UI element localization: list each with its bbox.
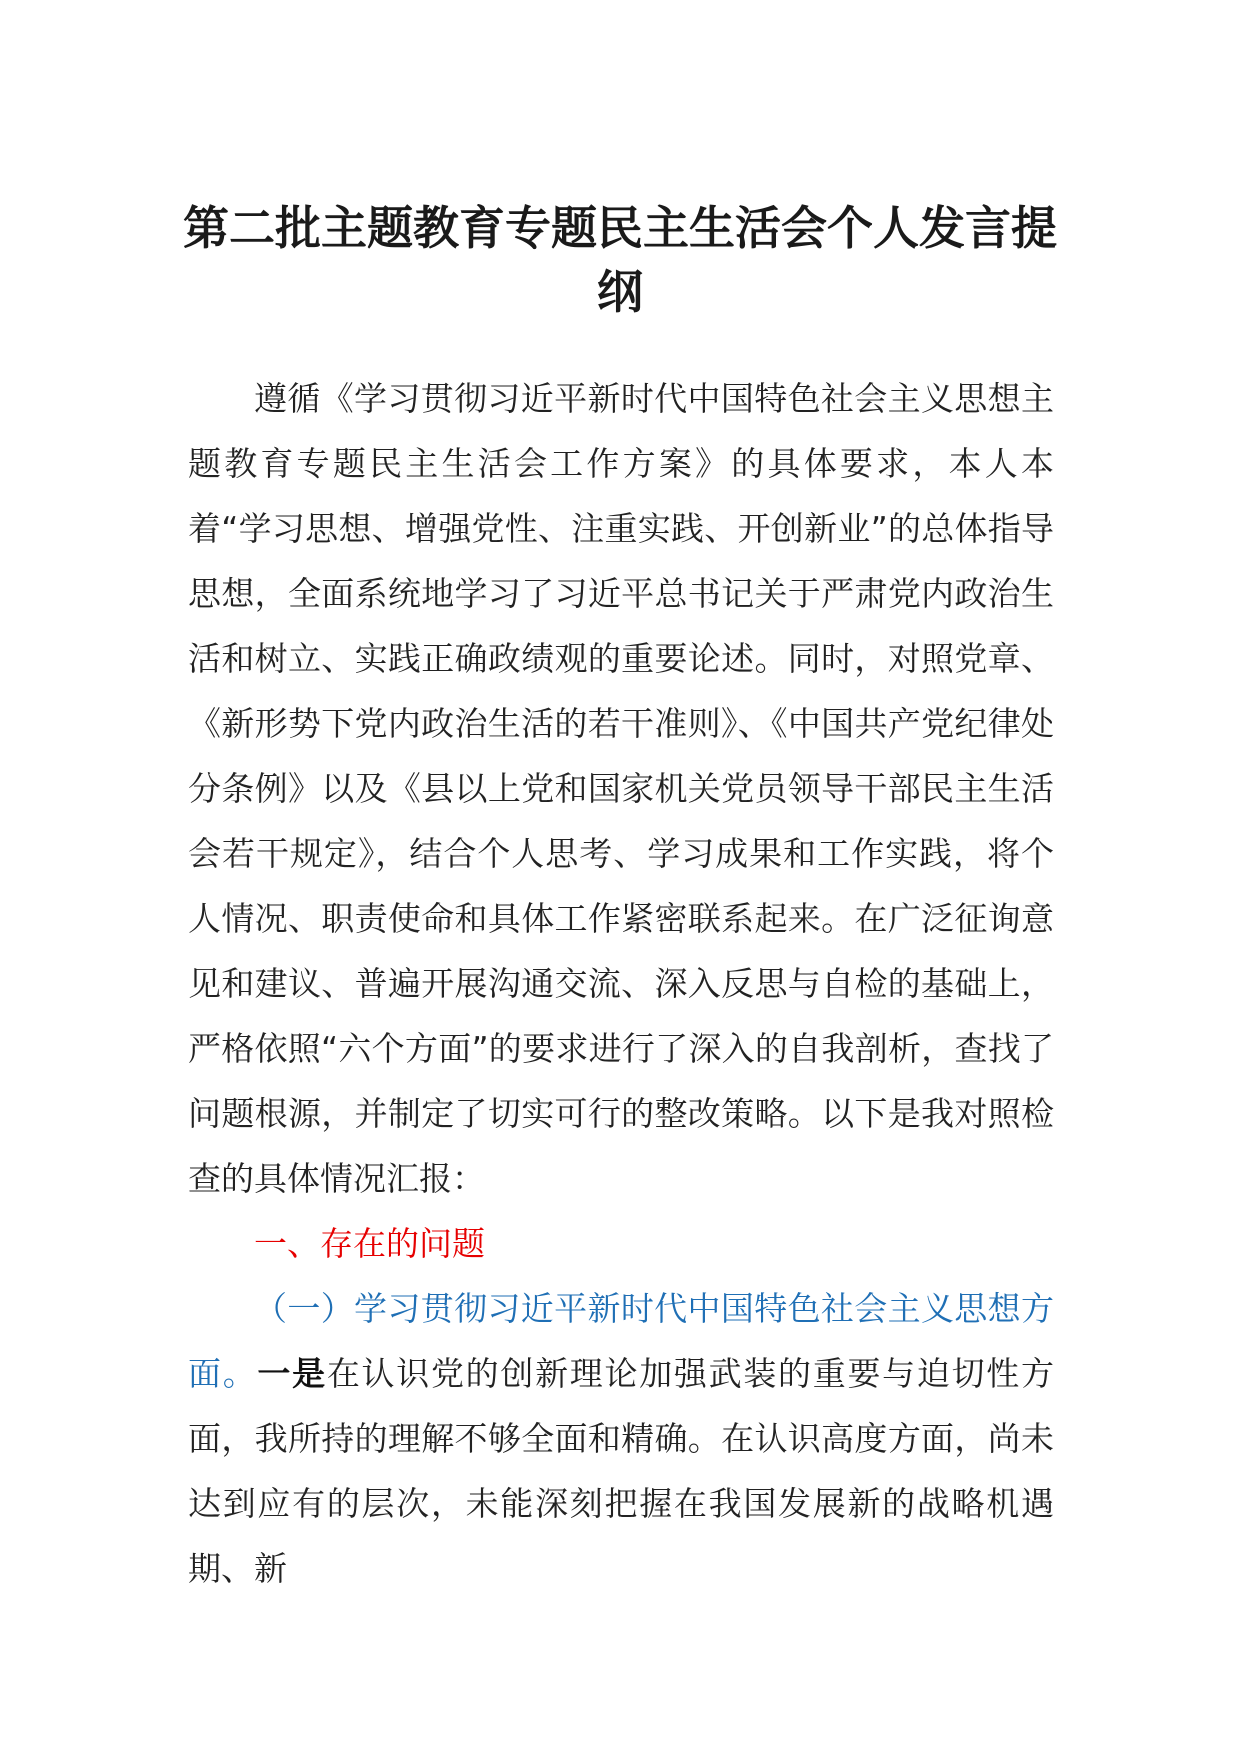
point-text: 在认识党的创新理论加强武装的重要与迫切性方面，我所持的理解不够全面和精确。在认识高度方面，尚未达到应有的层次，未能深刻把握在我国发展新的战略机遇期、新 — [188, 1354, 1055, 1588]
subsection-paragraph — [188, 1276, 1054, 1601]
point-label: 一是 — [257, 1354, 327, 1393]
document-body — [188, 366, 1054, 1601]
section-heading-problems: 一、存在的问题 — [254, 1224, 485, 1263]
intro-paragraph: 遵循《学习贯彻习近平新时代中国特色社会主义思想主题教育专题民主生活会工作方案》的具体要求，本人本着“学习思想、增强党性、注重实践、开创新业”的总体指导思想，全面系统地学习了习近平总书记关于严肃党内政治生活和树立、实践正确政绩观的重要论述。同时，对照党章、《新形势下党内政治生活的若干准则》、《中国共产党纪律处分条例》以及《县以上党和国家机关党员领导干部民主生活会若干规定》，结合个人思考、学习成果和工作实践，将个人情况、职责使命和具体工作紧密联系起来。在广泛征询意见和建议、普遍开展沟通交流、深入反思与自检的基础上，严格依照“六个方面”的要求进行了深入的自我剖析，查找了问题根源，并制定了切实可行的整改策略。以下是我对照检查的具体情况汇报： — [188, 379, 1054, 1198]
subsection-heading: （一）学习贯彻习近平新时代中国特色社会主义思想方面。 — [188, 1289, 1054, 1393]
document-title: 第二批主题教育专题民主生活会个人发言提纲 — [183, 201, 1057, 319]
